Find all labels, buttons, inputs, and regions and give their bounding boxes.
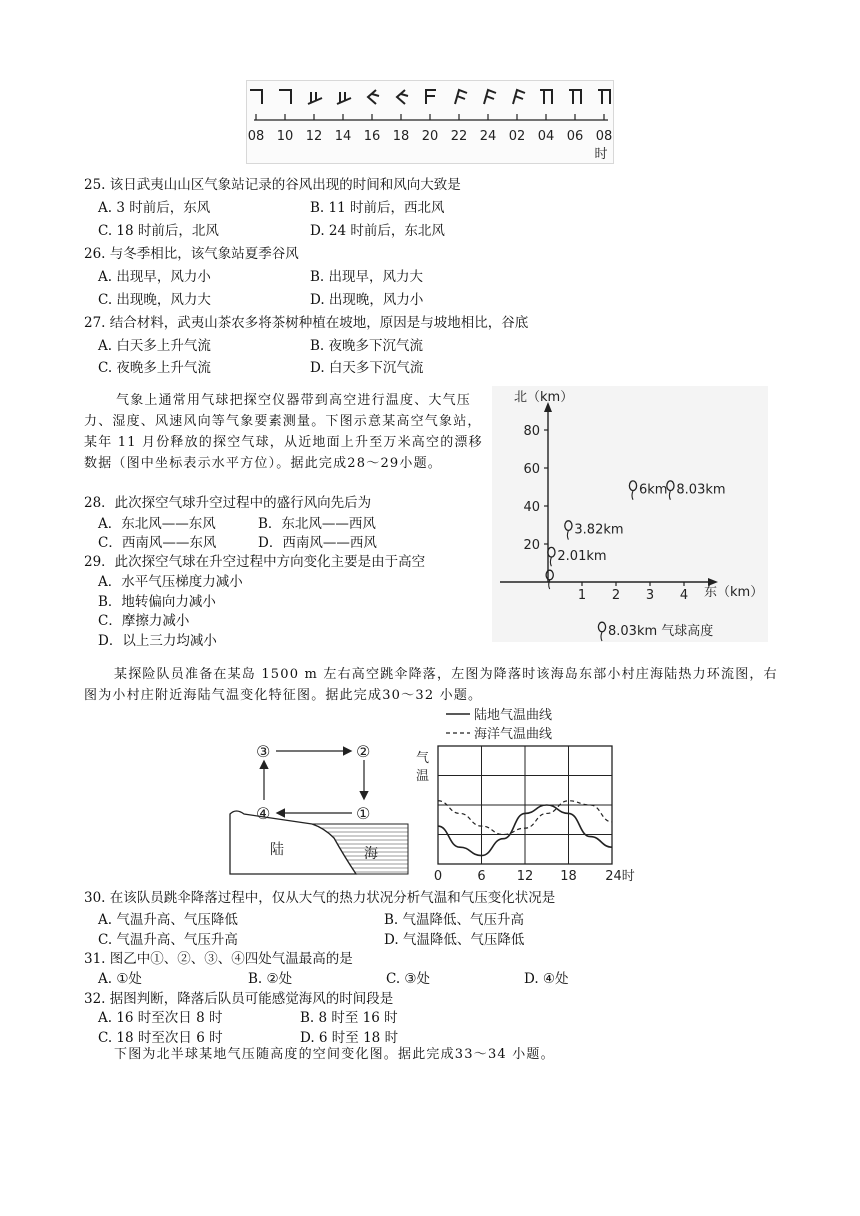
- legend-land-text: 陆地气温曲线: [474, 708, 553, 723]
- q32-stem: 32. 据图判断，降落后队员可能感觉海风的时间段是: [84, 991, 394, 1007]
- balloon-drift-svg: [492, 386, 768, 642]
- circulation-diagram: [226, 738, 410, 876]
- q26-option-c: C. 出现晚，风力大: [98, 292, 211, 308]
- y-tick-label: 20: [523, 538, 540, 553]
- legend-text: 8.03km 气球高度: [608, 624, 714, 639]
- timeline-tick-label: 18: [392, 129, 410, 144]
- q27-option-a: A. 白天多上升气流: [98, 338, 211, 354]
- x-tick-label: 24时: [605, 869, 635, 884]
- y-label-top: 气: [416, 751, 430, 766]
- q25-option-a: A. 3 时前后，东风: [98, 200, 211, 216]
- balloon-point-label: 6km: [639, 482, 668, 498]
- q29-option-a: A．水平气压梯度力减小: [98, 574, 243, 590]
- q28-option-c: C．西南风——东风: [98, 535, 217, 551]
- q25-stem: 25. 该日武夷山山区气象站记录的谷风出现的时间和风向大致是: [84, 177, 461, 193]
- q31-option-b: B. ②处: [248, 971, 293, 987]
- x-tick-label: 1: [577, 588, 587, 603]
- timeline-tick-label: 08: [595, 129, 613, 144]
- point-2: ②: [356, 742, 371, 761]
- wind-timeline-svg: [246, 80, 614, 164]
- y-tick-label: 80: [523, 424, 540, 439]
- x-tick-label: 18: [560, 869, 577, 884]
- x-axis-label: 东（km）: [704, 585, 764, 600]
- q25-option-d: D. 24 时前后，东北风: [310, 223, 445, 239]
- q27-option-b: B. 夜晚多下沉气流: [310, 338, 424, 354]
- q29-option-d: D．以上三力均减小: [98, 633, 217, 649]
- timeline-tick-label: 04: [537, 129, 555, 144]
- q30-option-a: A. 气温升高、气压降低: [98, 912, 238, 928]
- timeline-tick-label: 02: [508, 129, 526, 144]
- q32-option-a: A. 16 时至次日 8 时: [98, 1010, 223, 1026]
- island-intro: 某探险队员准备在某岛 1500 m 左右高空跳伞降落，左图为降落时该海岛东部小村庄海陆热力环流图，右图为小村庄附近海陆气温变化特征图。据此完成30～32 小题。: [84, 667, 778, 703]
- point-3: ③: [256, 742, 271, 761]
- balloon-point-label: 3.82km: [574, 522, 624, 538]
- q29-option-c: C．摩擦力减小: [98, 613, 190, 629]
- q32-option-b: B. 8 时至 16 时: [300, 1010, 398, 1026]
- wind-timeline-figure: [246, 80, 614, 164]
- q31-option-d: D. ④处: [524, 971, 569, 987]
- timeline-tick-label: 08: [247, 129, 265, 144]
- q25-option-c: C. 18 时前后，北风: [98, 223, 219, 239]
- q30-option-d: D. 气温降低、气压降低: [384, 932, 525, 948]
- land-label: 陆: [270, 842, 284, 858]
- timeline-tick-label: 10: [276, 129, 294, 144]
- point-1: ①: [356, 804, 371, 823]
- x-tick-label: 4: [679, 588, 689, 603]
- legend-sea-text: 海洋气温曲线: [474, 727, 553, 742]
- y-label-bottom: 温: [416, 769, 430, 784]
- timeline-tick-label: 14: [334, 129, 352, 144]
- circulation-svg: [226, 738, 410, 876]
- x-tick-label: 6: [477, 869, 486, 884]
- timeline-tick-label: 20: [421, 129, 439, 144]
- timeline-unit: 时: [594, 147, 608, 162]
- q28-option-b: B．东北风——西风: [258, 516, 376, 532]
- land-area: [230, 811, 356, 874]
- next-intro: 下图为北半球某地气压随高度的空间变化图。据此完成33～34 小题。: [114, 1047, 555, 1062]
- q29-stem: 29．此次探空气球在升空过程中方向变化主要是由于高空: [84, 554, 426, 570]
- balloon-point-label: 2.01km: [557, 549, 607, 565]
- q30-option-b: B. 气温降低、气压升高: [384, 912, 525, 928]
- q26-option-a: A. 出现早，风力小: [98, 269, 211, 285]
- temperature-svg: [410, 704, 636, 884]
- balloon-point: [548, 547, 607, 566]
- sea-label: 海: [364, 846, 378, 862]
- temperature-chart: [410, 704, 636, 884]
- q27-option-d: D. 白天多下沉气流: [310, 360, 424, 376]
- q29-option-b: B．地转偏向力减小: [98, 594, 216, 610]
- q28-option-a: A．东北风——东风: [98, 516, 216, 532]
- balloon-legend: [598, 622, 713, 641]
- timeline-tick-label: 24: [479, 129, 497, 144]
- q31-stem: 31. 图乙中①、②、③、④四处气温最高的是: [84, 951, 353, 967]
- balloon-point: [667, 481, 726, 500]
- balloon-drift-chart: [492, 386, 768, 642]
- x-tick-label: 0: [433, 869, 443, 884]
- timeline-tick-label: 22: [450, 129, 468, 144]
- q32-option-d: D. 6 时至 18 时: [300, 1030, 399, 1046]
- q31-option-a: A. ①处: [98, 971, 142, 987]
- point-4: ④: [256, 804, 271, 823]
- q31-option-c: C. ③处: [386, 971, 431, 987]
- q27-option-c: C. 夜晚多上升气流: [98, 360, 211, 376]
- y-tick-label: 40: [523, 500, 540, 515]
- y-tick-label: 60: [523, 462, 540, 477]
- q30-stem: 30. 在该队员跳伞降落过程中，仅从大气的热力状况分析气温和气压变化状况是: [84, 890, 556, 906]
- timeline-tick-label: 06: [566, 129, 584, 144]
- q32-option-c: C. 18 时至次日 6 时: [98, 1030, 223, 1046]
- balloon-point: [565, 521, 624, 540]
- x-tick-label: 2: [611, 588, 621, 603]
- y-axis-label: 北（km）: [514, 390, 574, 405]
- timeline-tick-label: 16: [363, 129, 381, 144]
- balloon-intro: 气象上通常用气球把探空仪器带到高空进行温度、大气压力、湿度、风速风向等气象要素测量。下图示意某高空气象站，某年 11 月份释放的探空气球，从近地面上升至万米高空的漂移数据（图中坐标表示水平方位）。据此完成28～29小题。: [84, 393, 483, 471]
- q25-option-b: B. 11 时前后，西北风: [310, 200, 445, 216]
- x-tick-label: 12: [516, 869, 534, 884]
- q26-option-b: B. 出现早，风力大: [310, 269, 424, 285]
- q30-option-c: C. 气温升高、气压升高: [98, 932, 238, 948]
- x-tick-label: 3: [645, 588, 655, 603]
- q26-option-d: D. 出现晚，风力小: [310, 292, 424, 308]
- balloon-point-label: 8.03km: [676, 482, 726, 498]
- timeline-tick-label: 12: [305, 129, 323, 144]
- q28-option-d: D．西南风——西风: [258, 535, 377, 551]
- q27-stem: 27. 结合材料，武夷山茶农多将茶树种植在坡地，原因是与坡地相比，谷底: [84, 315, 529, 331]
- q28-stem: 28．此次探空气球升空过程中的盛行风向先后为: [84, 495, 372, 511]
- q26-stem: 26. 与冬季相比，该气象站夏季谷风: [84, 246, 299, 262]
